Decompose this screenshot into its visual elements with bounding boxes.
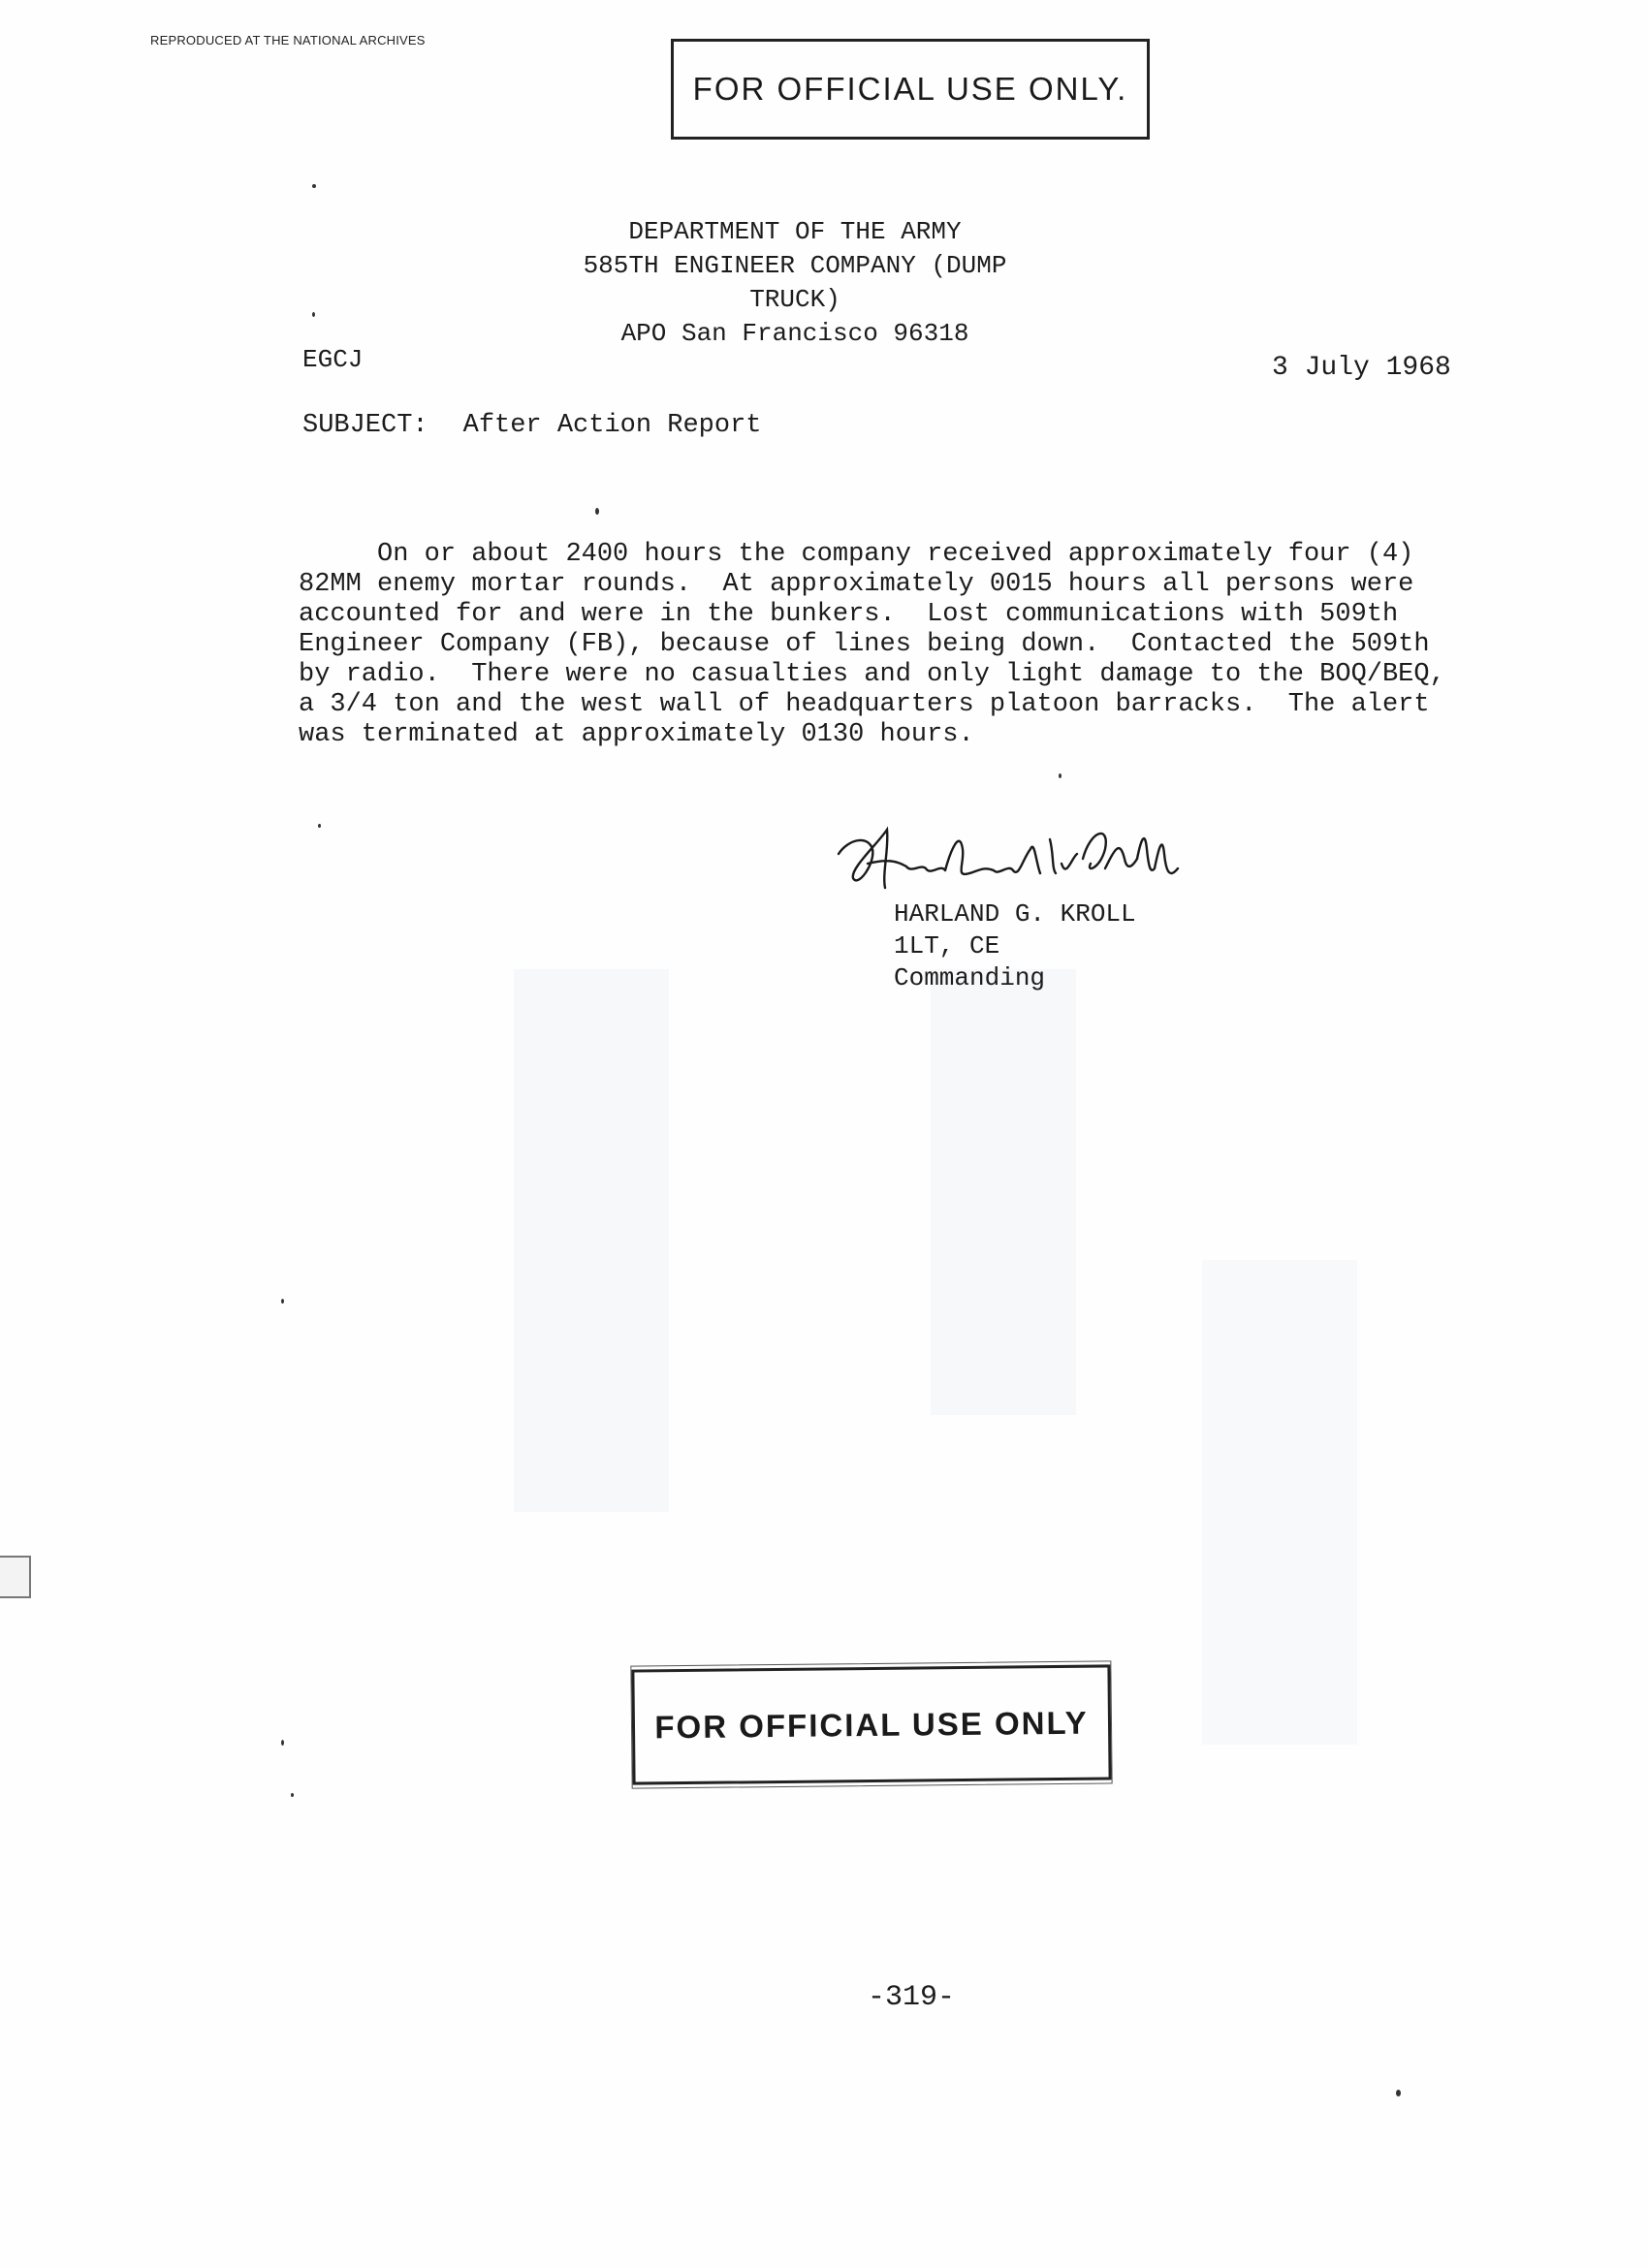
scan-speck — [312, 184, 316, 188]
scan-shading — [514, 969, 669, 1512]
subject-label: SUBJECT: — [302, 411, 428, 440]
scan-shading — [1202, 1260, 1357, 1745]
letterhead-department: DEPARTMENT OF THE ARMY — [628, 217, 962, 246]
letter-date: 3 July 1968 — [1272, 353, 1451, 383]
subject-line — [302, 411, 761, 440]
official-use-stamp-bottom: FOR OFFICIAL USE ONLY — [631, 1664, 1111, 1784]
scan-shading — [931, 969, 1076, 1415]
signer-rank: 1LT, CE — [894, 931, 1000, 961]
letterhead-unit: 585TH ENGINEER COMPANY (DUMP TRUCK) — [583, 251, 1007, 314]
body-line: 82MM enemy mortar rounds. At approximately 0015 hours all persons were — [299, 570, 1414, 599]
scan-speck — [281, 1740, 284, 1746]
signer-title: Commanding — [894, 963, 1046, 992]
scan-speck — [281, 1299, 284, 1304]
subject-text: After Action Report — [462, 411, 762, 440]
page-number: -319- — [868, 1981, 956, 2014]
letterhead-address: APO San Francisco 96318 — [620, 319, 969, 348]
handwritten-signature — [829, 820, 1197, 898]
body-line: Engineer Company (FB), because of lines being down. Contacted the 509th — [299, 630, 1430, 659]
body-line: On or about 2400 hours the company received approximately four (4) — [299, 540, 1414, 569]
scan-speck — [595, 508, 599, 515]
scan-speck — [1059, 773, 1062, 778]
office-symbol: EGCJ — [302, 345, 364, 374]
letterhead — [543, 215, 1047, 351]
signature-block — [894, 898, 1136, 994]
scan-speck — [1396, 2090, 1401, 2096]
official-use-stamp-top: FOR OFFICIAL USE ONLY. — [671, 39, 1150, 140]
body-line: was terminated at approximately 0130 hours. — [299, 720, 974, 749]
letter-body — [299, 540, 1481, 750]
scan-speck — [291, 1793, 294, 1797]
body-line: accounted for and were in the bunkers. Lost communications with 509th — [299, 600, 1399, 629]
scan-speck — [312, 312, 315, 317]
scan-speck — [318, 824, 321, 828]
body-line: a 3/4 ton and the west wall of headquarters platoon barracks. The alert — [299, 690, 1430, 719]
body-line: by radio. There were no casualties and only light damage to the BOQ/BEQ, — [299, 660, 1445, 689]
scan-edge-mark — [0, 1556, 31, 1598]
signer-name: HARLAND G. KROLL — [894, 899, 1136, 929]
archive-note: REPRODUCED AT THE NATIONAL ARCHIVES — [150, 33, 426, 47]
